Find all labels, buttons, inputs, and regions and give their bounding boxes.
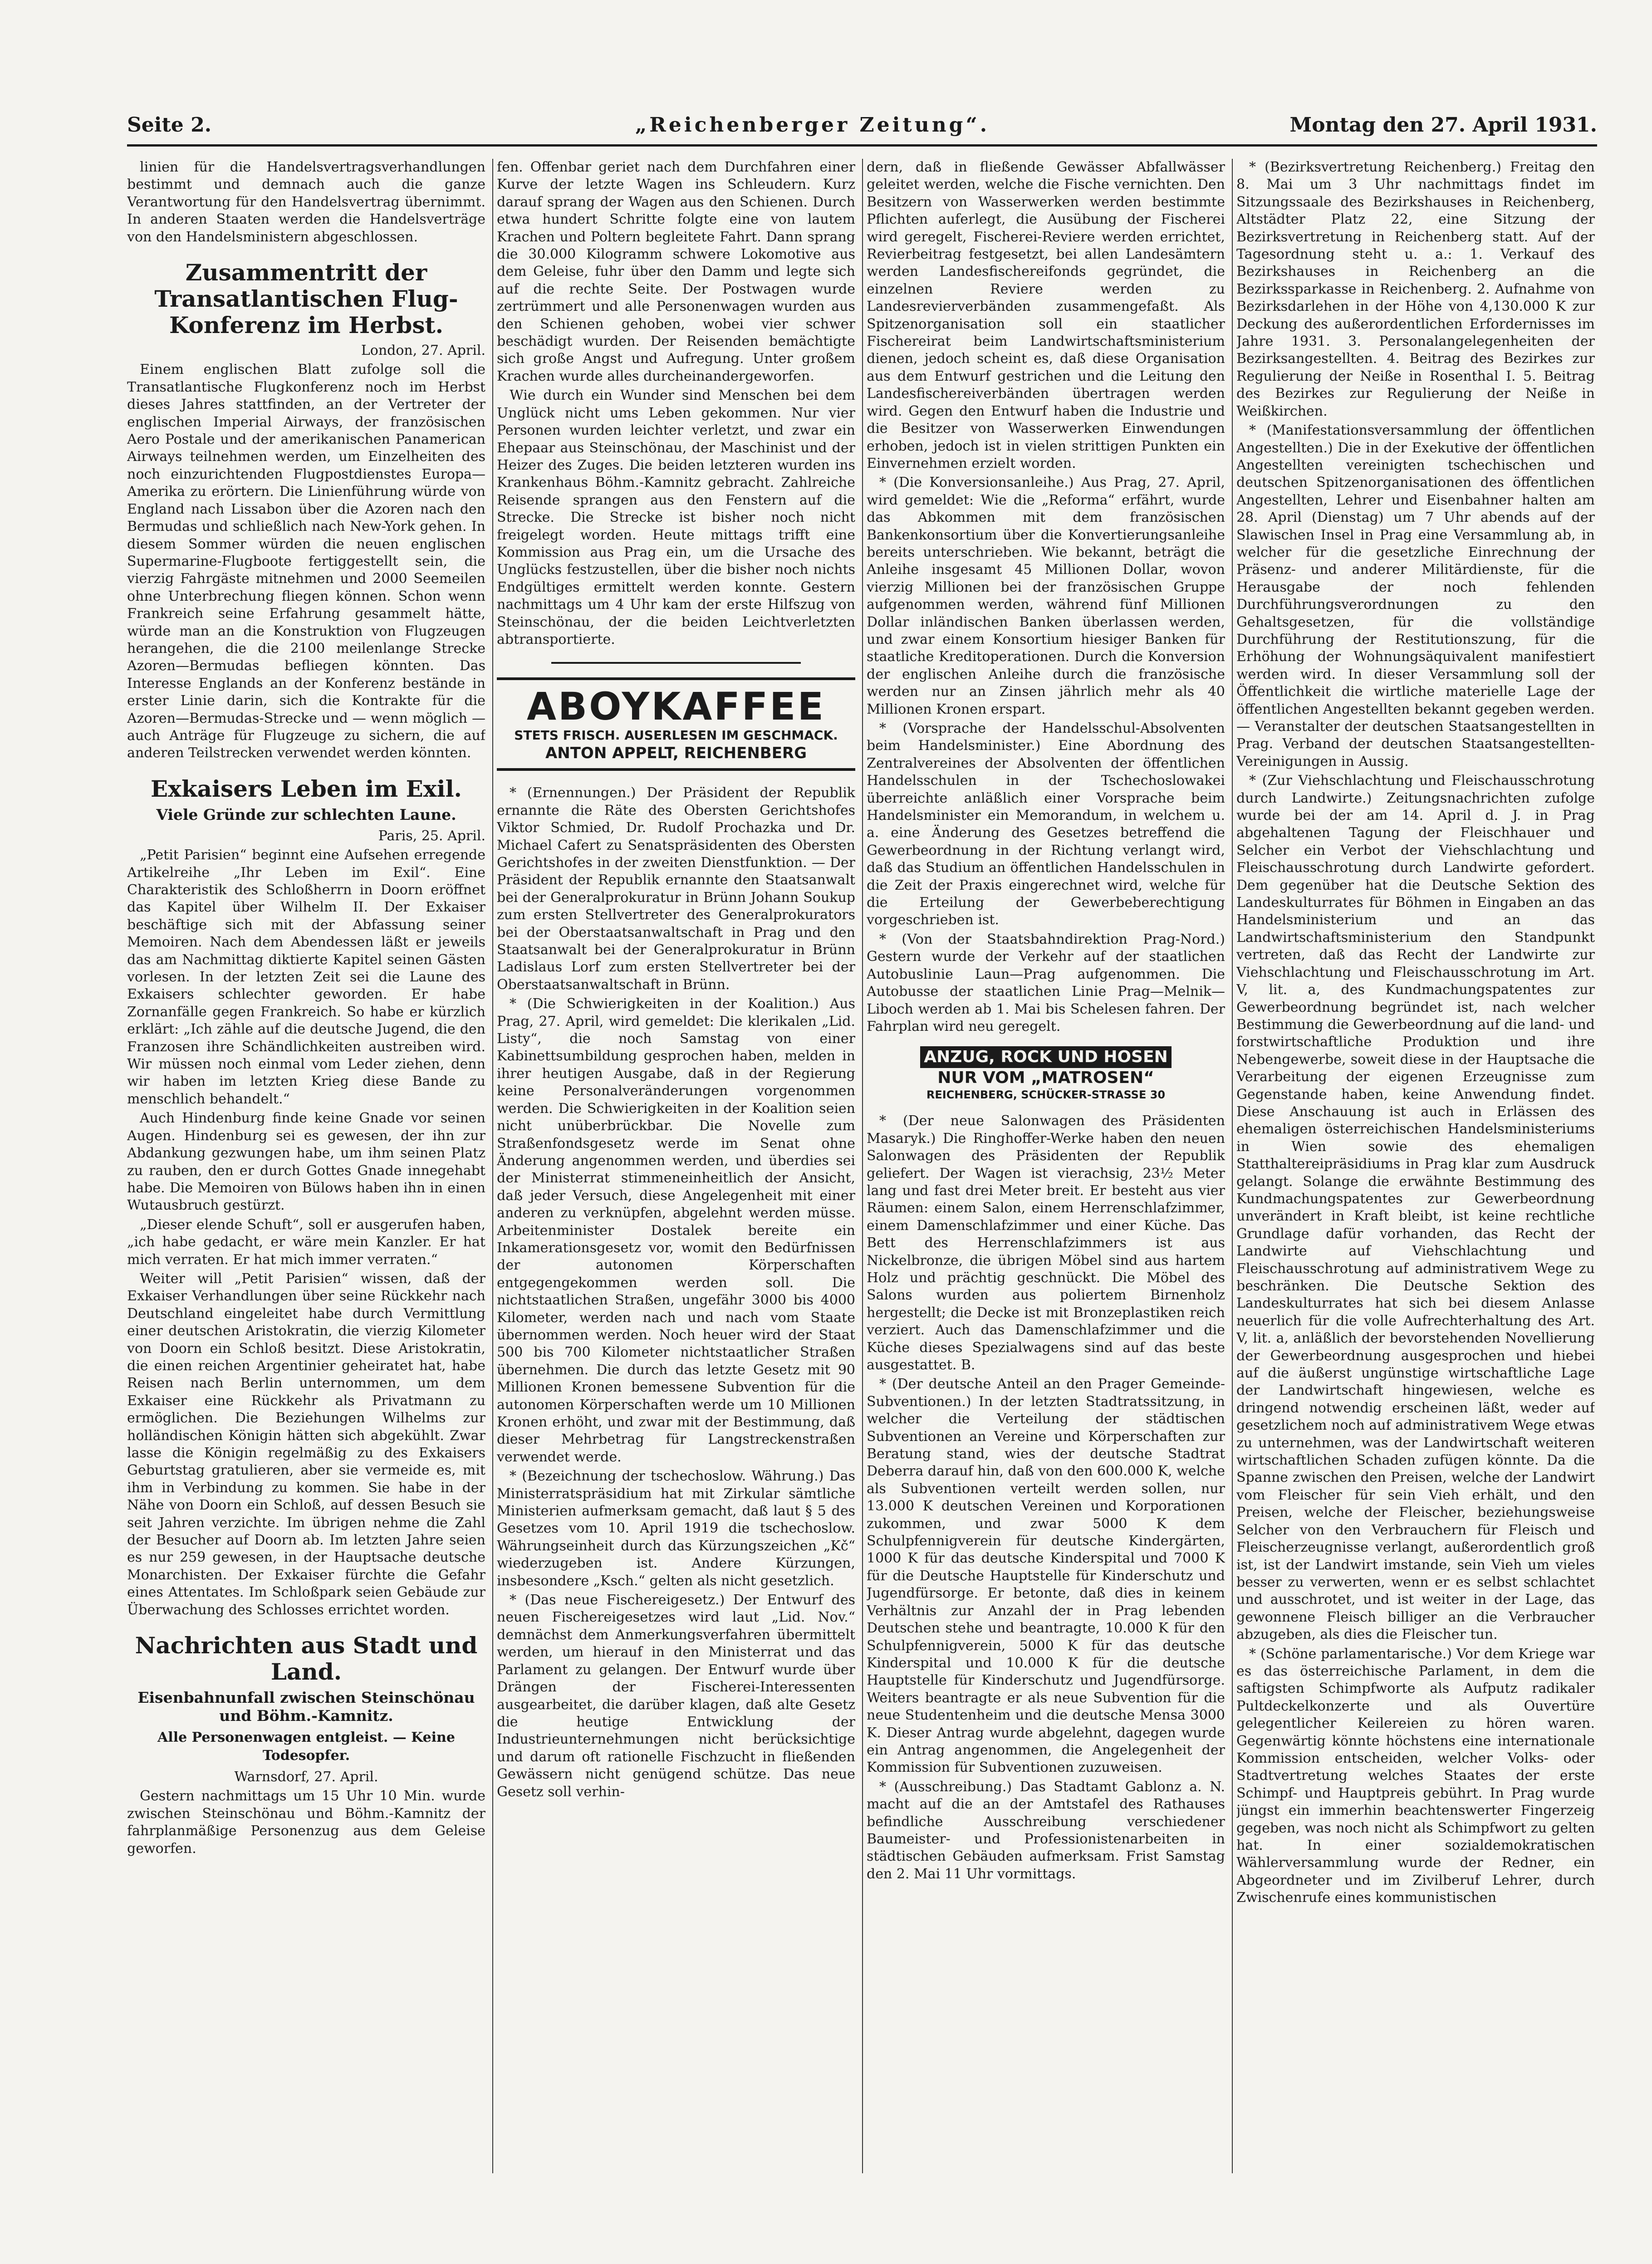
issue-date: Montag den 27. April 1931. (1289, 113, 1597, 137)
ad-headline: ANZUG, ROCK UND HOSEN (920, 1046, 1171, 1068)
dateline: Warnsdorf, 27. April. (234, 1769, 378, 1785)
article-text: Einem englischen Blatt zufolge soll die Transatlantische Flugkonferenz noch im Herbst dieses Jahres stattfinden, an der Vertreter der englischen Imperial Airways, der französischen Aero Postale und der amerikanischen Panamerican Airways teilnehmen werden, um Einzelheiten des noch einzurichtenden Flugpostdienstes Europa—Amerika zu erörtern. Die Linienführung würde von England nach Lissabon über die Azoren nach den Bermudas und schließlich nach New-York gehen. In diesem Sommer würden die neuen englischen Supermarine-Flugboote fertiggestellt sein, die vierzig Fahrgäste mitnehmen und 2000 Seemeilen ohne Unterbrechung fliegen können. Schon wenn Frankreich seine Erfahrung gesammelt hätte, würde man an die Konstruktion von Flugzeugen herangehen, die die 2100 meilenlange Strecke Azoren—Bermudas befliegen könnten. Das Interesse Englands an der Konferenz bestände in erster Linie darin, sich die Kontrakte für die Azoren—Bermudas-Strecke und — wenn möglich — auch Anträge für Flugzeuge zu sichern, die auf anderen Teilstrecken verwendet werden könnten. (127, 362, 485, 761)
advertisement-aboykaffee (497, 677, 855, 771)
article-text: Auch Hindenburg finde keine Gnade vor seinen Augen. Hindenburg sei es gewesen, der ihn zur Abdankung gezwungen habe, um ihm seinen Platz zu rauben, den er durch Gottes Gnade innegehabt habe. Die Memoiren von Bülows haben ihn in einen Wutausbruch gestürzt. (127, 1110, 485, 1214)
article-text: fen. Offenbar geriet nach dem Durchfahren einer Kurve der letzte Wagen ins Schleudern. Kurz darauf sprang der Wagen aus den Schienen. Durch etwa hundert Schritte folgte eine von lautem Krachen und Poltern begleitete Fahrt. Dann sprang die 30.000 Kilogramm schwere Lokomotive aus dem Geleise, fuhr über den Damm und legte sich auf die rechte Seite. Der Postwagen wurde zertrümmert und alle Personenwagen wurden aus den Schienen gehoben, wobei vier schwer beschädigt wurden. Der Reisenden bemächtigte sich große Angst und Aufregung. Unter großem Krachen wurde alles durcheinandergeworfen. (497, 159, 855, 384)
column-divider (492, 159, 493, 2173)
ad-brand: ABOYKAFFEE (527, 684, 825, 729)
article-text: „Petit Parisien“ beginnt eine Aufsehen erregende Artikelreihe „Ihr Leben im Exil“. Eine Charakteristik des Schloßherrn in Doorn eröffnet das Kapitel über Wilhelm II. Der Exkaiser beschäftige sich mit der Abfassung seiner Memoiren. Nach dem Abendessen läßt er jeweils das am Nachmittag diktierte Kapitel seinen Gästen vorlesen. In der letzten Zeit sei die Laune des Exkaisers schlechter geworden. Er habe Zornanfälle gegen Frankreich. So habe er kürzlich erklärt: „Ich zähle auf die deutsche Jugend, die den Franzosen ihre Schändlichkeiten austreiben wird. Wir müssen noch einmal vom Leder ziehen, denn wir haben im letzten Krieg diese Bande zu menschlich behandelt.“ (127, 847, 485, 1107)
headline-flug-konferenz: Zusammentritt der Transatlantischen Flug-Konferenz im Herbst. (154, 259, 458, 339)
article-text: „Dieser elende Schuft“, soll er ausgerufen haben, „ich habe gedacht, er wäre mein Kanzler. Er hat mich verraten. Er hat mich immer verraten.“ (127, 1216, 485, 1268)
article-text: * (Das neue Fischereigesetz.) Der Entwurf des neuen Fischereigesetzes wird laut „Lid. Nov.“ demnächst dem Anmerkungsverfahren übermittelt werden, um hierauf in den Ministerrat und das Parlament zu gelangen. Der Entwurf wurde über Drängen der Fischerei-Interessenten ausgearbeitet, die darüber klagen, daß alte Gesetz die heutige Entwicklung der Industrieunternehmungen nicht berücksichtige und darum oft rationelle Fischzucht in fließenden Gewässern nicht genügend schütze. Das neue Gesetz soll verhin- (497, 1592, 855, 1800)
article-text: linien für die Handelsvertragsverhandlungen bestimmt und demnach auch die ganze Verantwortung für den Handelsvertrag übernimmt. In anderen Staaten werden die Handelsverträge von den Handelsministern abgeschlossen. (127, 159, 485, 245)
article-text: * (Von der Staatsbahndirektion Prag-Nord.) Gestern wurde der Verkehr auf der staatlichen Autobuslinie Laun—Prag aufgenommen. Die Autobusse der staatlichen Linie Prag—Melnik—Liboch werden ab 1. Mai bis Schelesen fahren. Der Fahrplan wird neu geregelt. (867, 931, 1225, 1034)
ad-address: REICHENBERG, SCHÜCKER-STRASSE 30 (926, 1088, 1166, 1102)
article-text: * (Die Schwierigkeiten in der Koalition.) Aus Prag, 27. April, wird gemeldet: Die klerikalen „Lid. Listy“, die noch Samstag von einer Kabinettsumbildung gesprochen haben, melden in ihrer heutigen Ausgabe, daß in der Regierung keine Personalveränderungen vorgenommen werden. Die Schwierigkeiten in der Koalition seien nicht unüberbrückbar. Die Novelle zum Straßenfondsgesetz werde im Senat ohne Änderung angenommen werden, und überdies sei der Ministerrat stimmeneinheitlich der Ansicht, daß jeder Versuch, diese Angelegenheit mit einer anderen zu verknüpfen, abgelehnt werden müsse. Arbeitenminister Dostalek bereite ein Inkamerationsgesetz vor, womit den Bedürfnissen der autonomen Körperschaften entgegengekommen werden soll. Die nichtstaatlichen Straßen, ungefähr 3000 bis 4000 Kilometer, werden nach und nach vom Staate übernommen werden. Noch heuer wird der Staat 500 bis 700 Kilometer nichtstaatlicher Straßen übernehmen. Die durch das letzte Gesetz mit 90 Millionen Kronen bemessene Subvention für die autonomen Körperschaften werde um 10 Millionen Kronen erhöht, und zwar mit der Bestimmung, daß dieser Mehrbetrag für Langstreckenstraßen verwendet werde. (497, 996, 855, 1465)
ad-tagline: STETS FRISCH. AUSERLESEN IM GESCHMACK. (514, 728, 838, 743)
article-text: * (Vorsprache der Handelsschul-Absolventen beim Handelsminister.) Eine Abordnung des Zentralvereines der Absolventen der öffentlichen Handelsschulen in der Tschechoslowakei überreichte anläßlich einer Vorsprache beim Handelsminister ein Memorandum, in welchem u. a. eine Änderung des Gesetzes betreffend die Gewerbeordnung in der Richtung verlangt wird, daß das Studium an öffentlichen Handelsschulen in die Zeit der Praxis eingerechnet wird, welche für die Erteilung der Gewerbeberechtigung vorgeschrieben ist. (867, 720, 1225, 928)
column-1 (127, 159, 485, 2173)
article-text: * (Der neue Salonwagen des Präsidenten Masaryk.) Die Ringhoffer-Werke haben den neuen Salonwagen des Präsidenten der Republik geliefert. Der Wagen ist vierachsig, 23½ Meter lang und fast drei Meter breit. Er besteht aus vier Räumen: einem Salon, einem Herrenschlafzimmer, einem Damenschlafzimmer und einer Küche. Das Bett des Herrenschlafzimmers ist aus Nickelbronze, die übrigen Möbel sind aus hartem Holz und prächtig geschnückt. Die Möbel des Salons wurden aus poliertem Birnenholz hergestellt; die Decke ist mit Bronzeplastiken reich verziert. Auch das Damenschlafzimmer und die Küche dieses Spezialwagens sind auf das beste ausgestattet. B. (867, 1113, 1225, 1373)
subheadline: Alle Personenwagen entgleist. — Keine Todesopfer. (157, 1730, 455, 1764)
column-3 (867, 159, 1225, 2173)
dateline: Paris, 25. April. (378, 828, 485, 844)
article-text: * (Manifestationsversammlung der öffentlichen Angestellten.) Die in der Exekutive der öffentlichen Angestellten vereinigten tschechischen und deutschen Spitzenorganisationen des öffentlichen Angestellten, Lehrer und Eisenbahner halten am 28. April (Dienstag) um 7 Uhr abends auf der Slawischen Insel in Prag eine Versammlung ab, in welcher für die gesetzliche Einrechnung der Präsenz- und anderer Militärdienste, für die Herausgabe der noch fehlenden Durchführungsverordnungen zu den Gehaltsgesetzen, für die vollständige Durchführung der Restitutionszung, für die Erhöhung der Wohnungsäquivalent manifestiert werden wird. In dieser Versammlung soll der Öffentlichkeit die wirtliche materielle Lage der öffentlichen Angestellten bekannt gegeben werden. — Veranstalter der deutschen Staatsangestellten in Prag. Verband der deutschen Staatsangestellten-Vereinigungen in Aussig. (1236, 422, 1595, 769)
article-text: dern, daß in fließende Gewässer Abfallwässer geleitet werden, welche die Fische vernichten. Den Besitzern von Wasserwerken werden bestimmte Pflichten auferlegt, die Ausübung der Fischerei wird geregelt, Fischerei-Reviere werden errichtet, Revierbeitrag festgesetzt, bei allen Landesämtern werden Landesfischereifonds gegründet, die einzelnen Reviere werden zu Landesrevierverbänden zusammengefaßt. Als Spitzenorganisation soll ein staatlicher Fischereirat beim Landwirtschaftsministerium dienen, jedoch scheint es, daß diese Organisation aus dem Entwurf gestrichen und die Leitung den Landesfischereiverbänden übertragen werden wird. Gegen den Entwurf haben die Industrie und die Besitzer von Wasserwerken Einwendungen erhoben, jedoch ist in vielen strittigen Punkten ein Einvernehmen erzielt worden. (867, 159, 1225, 471)
article-text: * (Bezeichnung der tschechoslow. Währung.) Das Ministerratspräsidium hat mit Zirkular sämtliche Ministerien aufmerksam gemacht, daß laut § 5 des Gesetzes vom 10. April 1919 die tschechoslow. Währungseinheit durch das Kürzungszeichen „Kč“ wiederzugeben ist. Andere Kürzungen, insbesondere „Ksch.“ gelten als nicht gesetzlich. (497, 1468, 855, 1589)
subheadline: Viele Gründe zur schlechten Laune. (156, 805, 456, 823)
article-text: * (Ernennungen.) Der Präsident der Republik ernannte die Räte des Obersten Gerichtshofes Viktor Schmied, Dr. Rudolf Prochazka und Dr. Michael Cafert zu Senatspräsidenten des Obersten Gerichtshofes in der zweiten Dienstfunktion. — Der Präsident der Republik ernannte den Staatsanwalt bei der Generalprokuratur in Brünn Johann Soukup zum ersten Stellvertreter des Generalprokurators bei der Oberstaatsanwaltschaft in Prag und den Staatsanwalt bei der Generalprokuratur in Brünn Ladislaus Lorf zum ersten Stellvertreter bei der Oberstaatsanwaltschaft in Brünn. (497, 785, 855, 993)
article-text: Weiter will „Petit Parisien“ wissen, daß der Exkaiser Verhandlungen über seine Rückkehr nach Deutschland eingeleitet habe durch Vermittlung einer deutschen Aristokratin, die vierzig Kilometer von Doorn ein Schloß besitzt. Diese Aristokratin, die einen reichen Argentinier geheiratet hat, habe Reisen nach Berlin unternommen, um dem Exkaiser eine Rückkehr als Privatmann zu ermöglichen. Die Beziehungen Wilhelms zur holländischen Königin hätten sich abgekühlt. Zwar lasse die Königin regelmäßig zu des Exkaisers Geburtstag gratulieren, aber sie vermeide es, mit ihm in Verbindung zu kommen. Sie habe in der Nähe von Doorn ein Schloß, auf dessen Besuch sie seit Jahren verzichte. Im übrigen nehme die Zahl der Besucher auf Doorn ab. Im letzten Jahre seien es nur 259 gewesen, in der Hauptsache deutsche Monarchisten. Der Exkaiser fürchte die Gefahr eines Attentates. Im Schloßpark seien Gebäude zur Überwachung des Schlosses errichtet worden. (127, 1270, 485, 1618)
column-divider (862, 159, 863, 2173)
subheadline: Eisenbahnunfall zwischen Steinschönau und Böhm.-Kamnitz. (137, 1689, 475, 1725)
column-divider (1232, 159, 1233, 2173)
header-rule (127, 144, 1597, 147)
article-text: Gestern nachmittags um 15 Uhr 10 Min. wurde zwischen Steinschönau und Böhm.-Kamnitz der fahrplanmäßige Personenzug aus dem Geleise geworfen. (127, 1788, 485, 1857)
running-header (127, 113, 1597, 141)
advertisement-matrosen (867, 1046, 1225, 1102)
article-text: * (Zur Viehschlachtung und Fleischausschrotung durch Landwirte.) Zeitungsnachrichten zufolge wurde bei der am 14. April d. J. in Prag abgehaltenen Tagung der Fleischhauer und Selcher ein Verbot der Viehschlachtung und Fleischausschrotung durch Landwirte gefordert. Dem gegenüber hat die Deutsche Sektion des Landeskulturrates für Böhmen in Eingaben an das Handelsministerium und an das Landwirtschaftsministerium den Standpunkt vertreten, daß das Recht der Landwirte zur Viehschlachtung und Fleischausschrotung im Art. V, lit. a, des Kundmachungspatentes zur Gewerbeordnung begründet ist, nach welcher Bestimmung die Gewerbeordnung auf die land- und forstwirtschaftliche Produktion und ihre Nebengewerbe, soweit diese in der Hauptsache die Verarbeitung der eigenen Erzeugnisse zum Gegenstande haben, keine Anwendung findet. Diese Anschauung ist auch in Erlässen des ehemaligen österreichischen Handelsministeriums in Wien sowie des ehemaligen Statthaltereipräsidiums in Prag klar zum Ausdruck gelangt. Solange die erwähnte Bestimmung des Kundmachungspatentes zur Gewerbeordnung unverändert in Kraft bleibt, ist keine rechtliche Grundlage dafür vorhanden, das Recht der Landwirte auf Viehschlachtung und Fleischausschrotung auf administrativem Wege zu beschränken. Die Deutsche Sektion des Landeskulturrates hat sich bei diesem Anlasse neuerlich für die volle Aufrechterhaltung des Art. V, lit. a, anläßlich der bevorstehenden Novellierung der Gewerbeordnung ausgesprochen und hiebei auf die äußerst ungünstige wirtschaftliche Lage der Landwirtschaft hingewiesen, welche es dringend notwendig erscheinen läßt, weder auf gesetzlichem noch auf administrativem Wege etwas zu unternehmen, was der Landwirtschaft weiteren wirtschaftlichen Schaden zufügen könnte. Da die Spanne zwischen den Preisen, welche der Landwirt vom Fleischer für sein Vieh erhält, und den Preisen, welche der Fleischer, beziehungsweise Selcher von den Verbrauchern für Fleisch und Fleischerzeugnisse verlangt, außerordentlich groß ist, ist der Landwirt imstande, sein Vieh um vieles besser zu verwerten, wenn er es selbst schlachtet und ausschrotet, und ist weiter in der Lage, das gewonnene Fleisch billiger an die Verbraucher abzugeben, als dies die Fleischer tun. (1236, 773, 1595, 1643)
newspaper-page (127, 113, 1597, 2182)
article-text: * (Der deutsche Anteil an den Prager Gemeinde-Subventionen.) In der letzten Stadtratssitzung, in welcher die Verteilung der städtischen Subventionen an Vereine und Körperschaften zur Beratung stand, wies der deutsche Stadtrat Deberra darauf hin, daß von den 600.000 K, welche als Subventionen verteilt werden sollen, nur 13.000 K deutschen Vereinen und Korporationen zukommen, und zwar 5000 K dem Schulpfennigverein für deutsche Kindergärten, 1000 K für das deutsche Kinderspital und 7000 K für die Deutsche Hauptstelle für Kinderschutz und Jugendfürsorge. Er betonte, daß dies in keinem Verhältnis zur Anzahl der in Prag lebenden Deutschen stehe und beantragte, 10.000 K für den Schulpfennigverein, 5000 K für das deutsche Kinderspital und 10.000 K für die deutsche Hauptstelle für Kinderschutz und Jugendfürsorge. Weiters beantragte er als neue Subvention für die neue Studentenheim und die deutsche Mensa 3000 K. Dieser Antrag wurde abgelehnt, dagegen wurde ein Antrag angenommen, die Angelegenheit der Kommission für Subventionen zuzuweisen. (867, 1376, 1225, 1776)
article-text: Wie durch ein Wunder sind Menschen bei dem Unglück nicht ums Leben gekommen. Nur vier Personen wurden leichter verletzt, und zwar ein Ehepaar aus Steinschönau, der Maschinist und der Heizer des Zuges. Die beiden letzteren wurden ins Krankenhaus Böhm.-Kamnitz gebracht. Zahlreiche Reisende sprangen aus den Fenstern auf die Strecke. Die Strecke ist bisher noch nicht freigelegt worden. Heute mittags trifft eine Kommission aus Prag ein, um die Ursache des Unglücks festzustellen, über die bisher noch nichts Endgültiges ermittelt werden konnte. Gestern nachmittags um 4 Uhr kam der erste Hilfszug von Steinschönau, der die beiden Leichtverletzten abtransportierte. (497, 387, 855, 647)
ad-slogan: NUR VOM „MATROSEN“ (937, 1068, 1154, 1088)
article-text: * (Ausschreibung.) Das Stadtamt Gablonz a. N. macht auf die an der Amtstafel des Rathauses befindliche Ausschreibung verschiedener Baumeister- und Professionistenarbeiten in städtischen Gebäuden aufmerksam. Frist Samstag den 2. Mai 11 Uhr vormittags. (867, 1779, 1225, 1882)
headline-exkaiser: Exkaisers Leben im Exil. (151, 775, 462, 802)
column-2 (497, 159, 855, 2173)
headline-nachrichten: Nachrichten aus Stadt und Land. (135, 1632, 478, 1686)
dateline: London, 27. April. (361, 343, 485, 359)
article-text: * (Die Konversionsanleihe.) Aus Prag, 27. April, wird gemeldet: Wie die „Reforma“ erfährt, wurde das Abkommen mit dem französischen Bankenkonsortium über die Konvertierungsanleihe bereits unterschrieben. Wie bekannt, beträgt die Anleihe insgesamt 45 Millionen Dollar, wovon vierzig Millionen bei der französischen Gruppe aufgenommen werden, während fünf Millionen Dollar inländischen Banken überlassen werden, und zwar einem Konsortium hiesiger Banken für staatliche Kreditoperationen. Durch die Konversion der englischen Anleihe durch die französische werden nur an Zinsen jährlich mehr als 40 Millionen Kronen erspart. (867, 475, 1225, 717)
column-4 (1236, 159, 1595, 2173)
newspaper-title: „Reichenberger Zeitung“. (635, 113, 990, 137)
article-text: * (Schöne parlamentarische.) Vor dem Kriege war es das österreichische Parlament, in dem die saftigsten Schimpfworte als Aufputz radikaler Pultdeckelkonzerte und als Ouvertüre gelegentlicher Keilereien zu hören waren. Gegenwärtig könnte höchstens eine internationale Kommission entscheiden, welcher Volks- oder Stadtvertretung welches Staates der erste Schimpf- und Hauptpreis gebührt. In Prag wurde jüngst ein immerhin beachtenswerter Fingerzeig gegeben, was noch nicht als Schimpfwort zu gelten hat. In einer sozialdemokratischen Wählerversammlung wurde der Redner, ein Abgeordneter und im Zivilberuf Lehrer, durch Zwischenrufe eines kommunistischen (1236, 1646, 1595, 1906)
divider (551, 662, 801, 664)
page-number: Seite 2. (127, 113, 212, 137)
article-text: * (Bezirksvertretung Reichenberg.) Freitag den 8. Mai um 3 Uhr nachmittags findet im Sitzungssaale des Bezirkshauses in Reichenberg, Altstädter Platz 22, eine Sitzung der Bezirksvertretung in Reichenberg statt. Auf der Tagesordnung steht u. a.: 1. Verkauf des Bezirkshauses in Reichenberg an die Bezirkssparkasse in Reichenberg. 2. Aufnahme von Bezirksdarlehen in der Höhe von 4,130.000 K zur Deckung des außerordentlichen Erfordernisses im Jahre 1931. 3. Personalangelegenheiten der Bezirksangestellten. 4. Beitrag des Bezirkes zur Regulierung der Neiße in Rosenthal I. 5. Beitrag des Bezirkes zur Regulierung der Neiße in Weißkirchen. (1236, 159, 1595, 419)
ad-seller: ANTON APPELT, REICHENBERG (545, 744, 807, 763)
